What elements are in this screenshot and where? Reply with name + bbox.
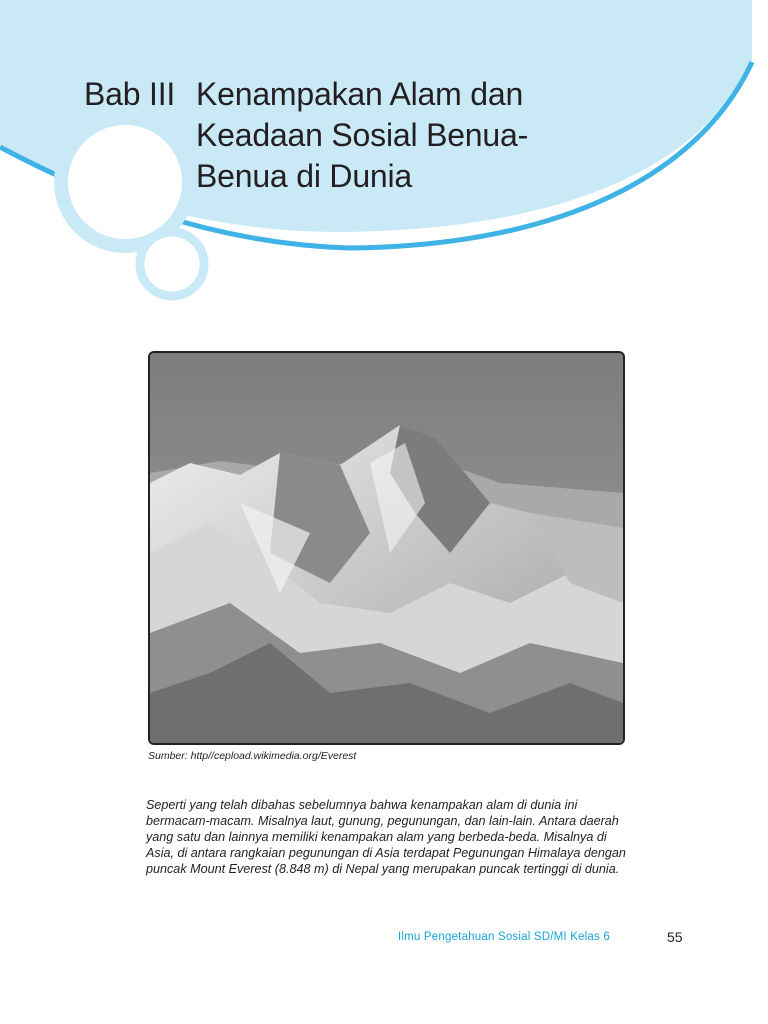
chapter-label: Bab III bbox=[84, 76, 176, 112]
page-number: 55 bbox=[667, 929, 683, 945]
mountain-photo-icon bbox=[150, 353, 623, 743]
chapter-title-line-1: Kenampakan Alam dan bbox=[196, 76, 524, 112]
body-paragraph: Seperti yang telah dibahas sebelumnya bahwa kenampakan alam di dunia ini bermacam-macam. Misalnya laut, gunung, pegunungan, dan lain-lain. Antara daerah yang satu dan lainnya memiliki kenampakan alam yang berbeda-beda. Misalnya di Asia, di antara rangkaian pegunungan di Asia terdapat Pegunungan Himalaya dengan puncak Mount Everest (8.848 m) di Nepal yang merupakan puncak tertinggi di dunia. bbox=[146, 798, 626, 876]
chapter-title-lines bbox=[196, 74, 616, 197]
chapter-title-line-2: Keadaan Sosial Benua- bbox=[196, 117, 529, 153]
photo-caption: Sumber: http//cepload.wikimedia.org/Everest bbox=[148, 750, 357, 762]
chapter-title-line-3: Benua di Dunia bbox=[196, 158, 413, 194]
mountain-photo bbox=[148, 351, 625, 745]
footer-book-title: Ilmu Pengetahuan Sosial SD/MI Kelas 6 bbox=[398, 931, 610, 943]
